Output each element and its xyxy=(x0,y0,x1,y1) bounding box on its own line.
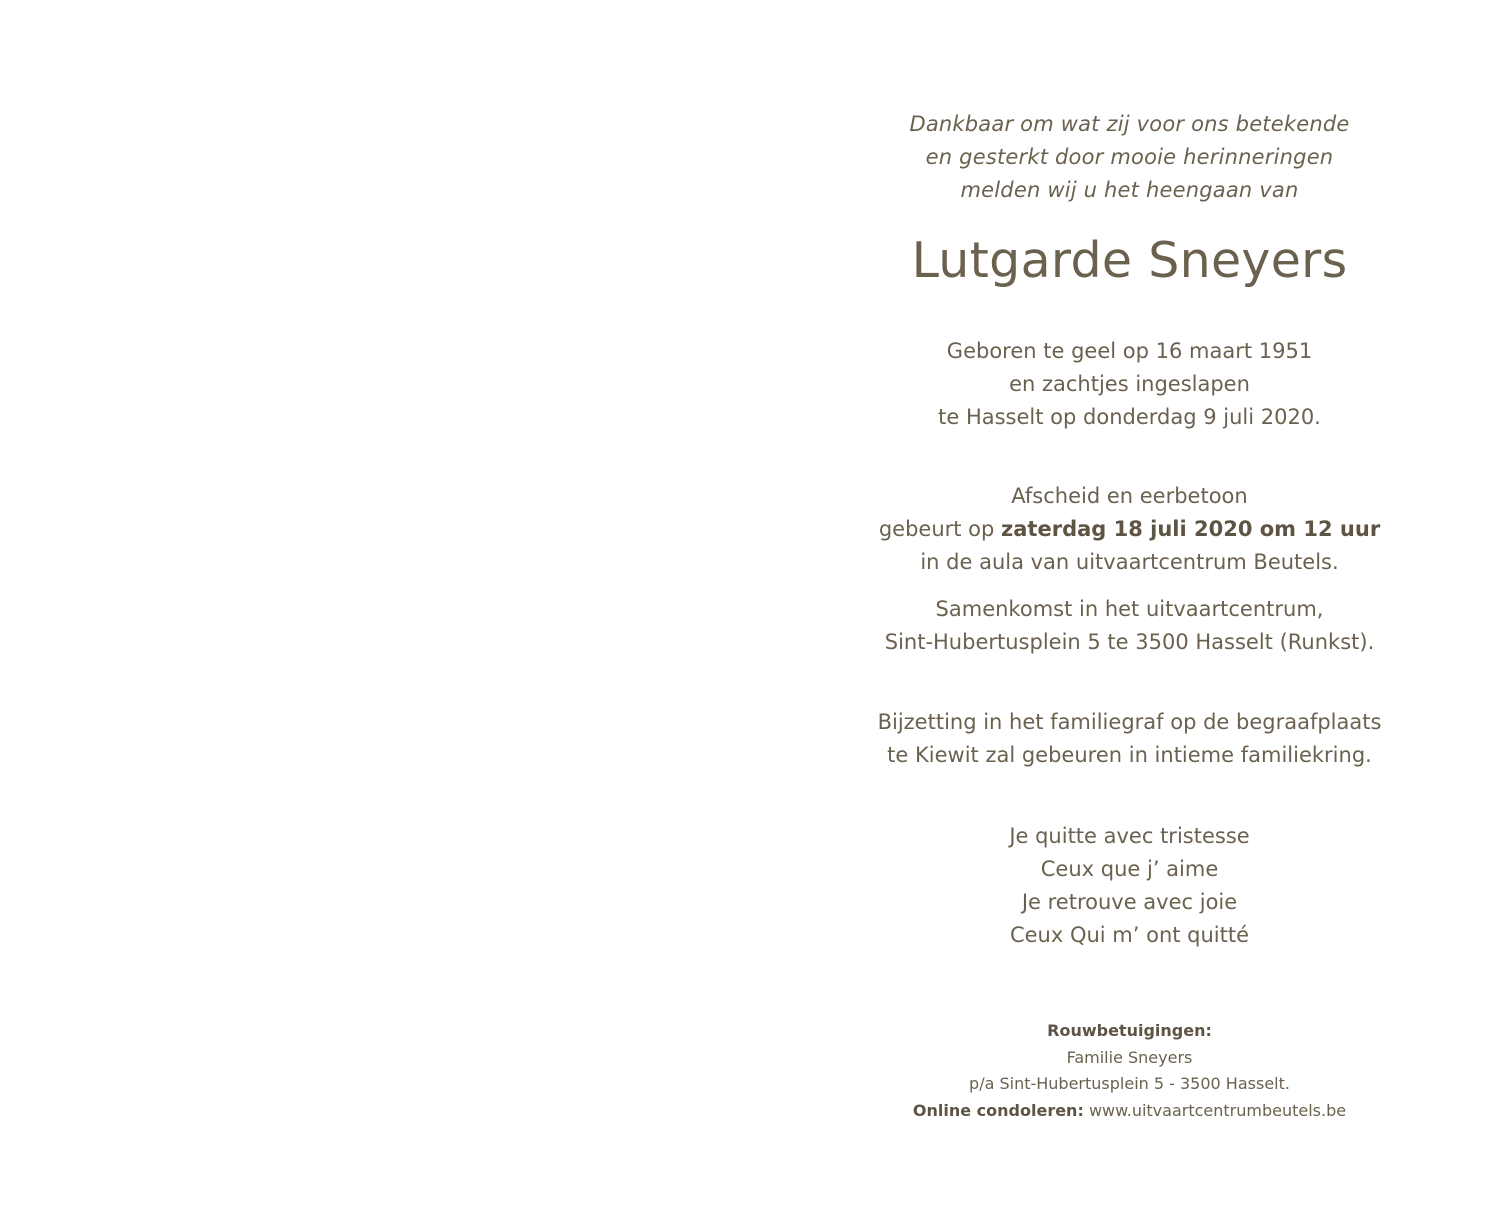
farewell-info xyxy=(753,480,1506,579)
farewell-prefix: gebeurt op xyxy=(878,517,1002,541)
poem-line: Je retrouve avec joie xyxy=(1021,890,1238,914)
birth-line: en zachtjes ingeslapen xyxy=(1009,372,1250,396)
intro-line: Dankbaar om wat zij voor ons betekende xyxy=(909,112,1350,136)
deceased-name: Lutgarde Sneyers xyxy=(911,232,1348,289)
poem xyxy=(753,820,1506,952)
birth-line: te Hasselt op donderdag 9 juli 2020. xyxy=(938,405,1321,429)
burial-line: Bijzetting in het familiegraf op de begraafplaats xyxy=(877,710,1382,734)
online-condolences-label: Online condoleren: xyxy=(912,1100,1084,1120)
meeting-line: Samenkomst in het uitvaartcentrum, xyxy=(935,597,1324,621)
condolences-family: Familie Sneyers xyxy=(1066,1047,1193,1067)
poem-line: Ceux que j’ aime xyxy=(1040,857,1219,881)
condolences-address: p/a Sint-Hubertusplein 5 - 3500 Hasselt. xyxy=(969,1074,1290,1093)
obituary-right-page xyxy=(753,0,1506,1212)
online-condolences-link[interactable]: www.uitvaartcentrumbeutels.be xyxy=(1088,1100,1347,1120)
intro-text xyxy=(753,108,1506,207)
farewell-datetime: zaterdag 18 juli 2020 om 12 uur xyxy=(1001,517,1381,541)
condolences-block xyxy=(753,1018,1506,1124)
birth-info xyxy=(753,335,1506,434)
meeting-line: Sint-Hubertusplein 5 te 3500 Hasselt (Runkst). xyxy=(884,630,1375,654)
birth-line: Geboren te geel op 16 maart 1951 xyxy=(946,339,1313,363)
online-condolences-line xyxy=(753,1098,1506,1125)
poem-line: Ceux Qui m’ ont quitté xyxy=(1009,923,1250,947)
burial-line: te Kiewit zal gebeuren in intieme familiekring. xyxy=(887,743,1372,767)
poem-line: Je quitte avec tristesse xyxy=(1009,824,1250,848)
farewell-line: in de aula van uitvaartcentrum Beutels. xyxy=(920,550,1339,574)
condolences-heading: Rouwbetuigingen: xyxy=(1047,1021,1212,1040)
farewell-datetime-line xyxy=(753,513,1506,546)
intro-line: en gesterkt door mooie herinneringen xyxy=(925,145,1334,169)
farewell-line: Afscheid en eerbetoon xyxy=(1011,484,1248,508)
burial-info xyxy=(753,706,1506,772)
meeting-info xyxy=(753,593,1506,659)
intro-line: melden wij u het heengaan van xyxy=(960,178,1299,202)
